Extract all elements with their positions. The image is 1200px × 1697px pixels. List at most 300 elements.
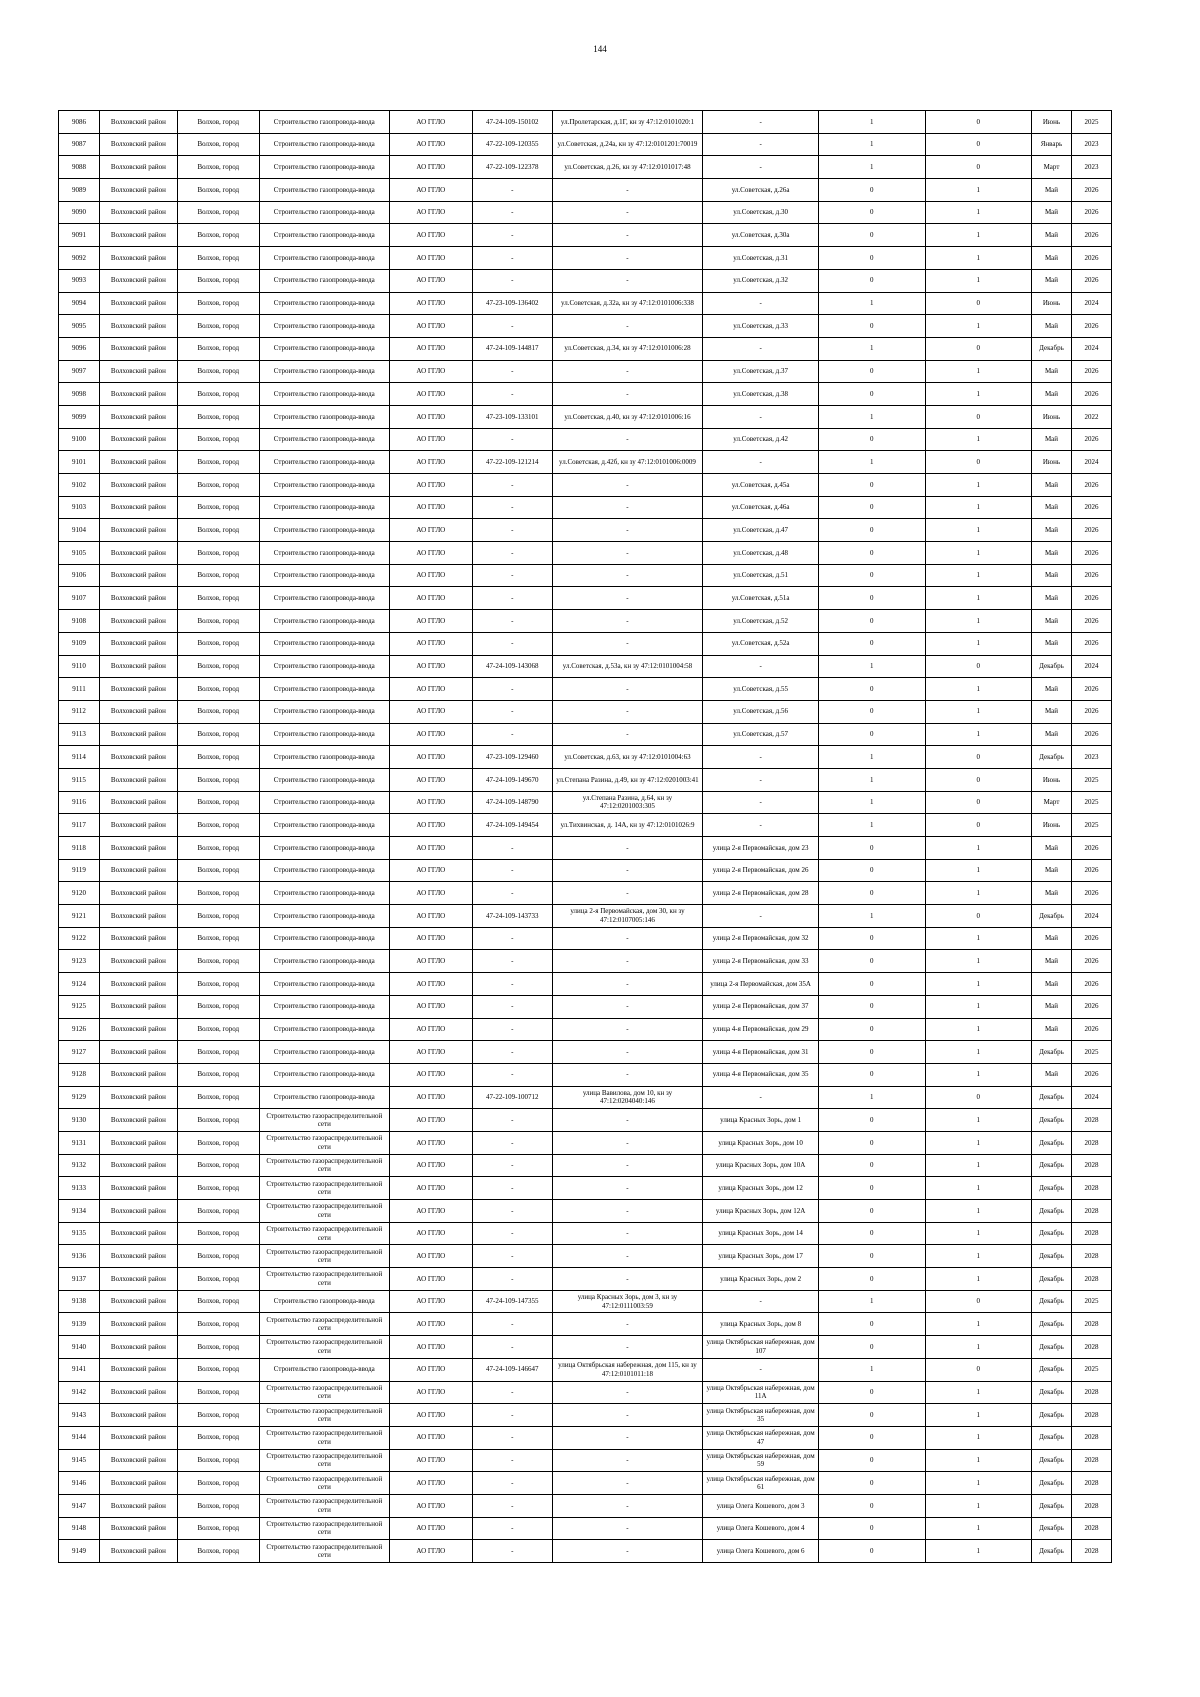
application-number-cell: 47-22-109-100712: [472, 1086, 552, 1109]
district-cell: Волховский район: [99, 1086, 177, 1109]
flag-b-cell: 0: [925, 111, 1032, 134]
cadastral-address-cell: -: [552, 1131, 703, 1154]
district-cell: Волховский район: [99, 247, 177, 270]
district-cell: Волховский район: [99, 133, 177, 156]
month-cell: Март: [1032, 791, 1072, 814]
organization-cell: АО ГГЛО: [389, 700, 472, 723]
application-number-cell: -: [472, 723, 552, 746]
cadastral-address-cell: -: [552, 519, 703, 542]
organization-cell: АО ГГЛО: [389, 383, 472, 406]
flag-b-cell: 1: [925, 360, 1032, 383]
address-cell: ул.Советская, д.57: [703, 723, 819, 746]
cadastral-address-cell: -: [552, 1404, 703, 1427]
table-row: [59, 474, 1112, 497]
flag-a-cell: 0: [818, 1131, 925, 1154]
row-number-cell: 9110: [59, 655, 100, 678]
address-cell: улица Октябрьская набережная, дом 59: [703, 1449, 819, 1472]
year-cell: 2026: [1071, 269, 1111, 292]
month-cell: Май: [1032, 519, 1072, 542]
row-number-cell: 9133: [59, 1177, 100, 1200]
flag-b-cell: 1: [925, 1517, 1032, 1540]
work-type-cell: Строительство газораспределительной сети: [259, 1404, 389, 1427]
settlement-cell: Волхов, город: [177, 1426, 259, 1449]
application-number-cell: -: [472, 1131, 552, 1154]
row-number-cell: 9132: [59, 1154, 100, 1177]
address-cell: -: [703, 1086, 819, 1109]
table-row: [59, 564, 1112, 587]
row-number-cell: 9100: [59, 428, 100, 451]
flag-a-cell: 0: [818, 723, 925, 746]
year-cell: 2026: [1071, 496, 1111, 519]
year-cell: 2026: [1071, 383, 1111, 406]
flag-b-cell: 1: [925, 837, 1032, 860]
address-cell: улица 2-я Первомайская, дом 33: [703, 950, 819, 973]
year-cell: 2028: [1071, 1540, 1111, 1563]
address-cell: -: [703, 814, 819, 837]
work-type-cell: Строительство газопровода-ввода: [259, 201, 389, 224]
row-number-cell: 9138: [59, 1290, 100, 1313]
flag-a-cell: 1: [818, 292, 925, 315]
flag-a-cell: 1: [818, 768, 925, 791]
flag-a-cell: 1: [818, 814, 925, 837]
application-number-cell: 47-24-109-149670: [472, 768, 552, 791]
work-type-cell: Строительство газораспределительной сети: [259, 1472, 389, 1495]
month-cell: Май: [1032, 496, 1072, 519]
work-type-cell: Строительство газопровода-ввода: [259, 927, 389, 950]
district-cell: Волховский район: [99, 1177, 177, 1200]
table-row: [59, 1381, 1112, 1404]
application-number-cell: -: [472, 610, 552, 633]
year-cell: 2023: [1071, 746, 1111, 769]
address-cell: -: [703, 405, 819, 428]
year-cell: 2028: [1071, 1381, 1111, 1404]
settlement-cell: Волхов, город: [177, 269, 259, 292]
application-number-cell: -: [472, 1449, 552, 1472]
district-cell: Волховский район: [99, 269, 177, 292]
work-type-cell: Строительство газопровода-ввода: [259, 156, 389, 179]
application-number-cell: -: [472, 700, 552, 723]
flag-b-cell: 1: [925, 1222, 1032, 1245]
application-number-cell: -: [472, 564, 552, 587]
month-cell: Март: [1032, 156, 1072, 179]
cadastral-address-cell: -: [552, 269, 703, 292]
address-cell: улица 2-я Первомайская, дом 37: [703, 995, 819, 1018]
work-type-cell: Строительство газораспределительной сети: [259, 1131, 389, 1154]
settlement-cell: Волхов, город: [177, 1313, 259, 1336]
organization-cell: АО ГГЛО: [389, 859, 472, 882]
flag-a-cell: 0: [818, 315, 925, 338]
month-cell: Декабрь: [1032, 655, 1072, 678]
month-cell: Май: [1032, 859, 1072, 882]
row-number-cell: 9105: [59, 542, 100, 565]
cadastral-address-cell: -: [552, 927, 703, 950]
flag-a-cell: 0: [818, 678, 925, 701]
flag-b-cell: 1: [925, 1381, 1032, 1404]
row-number-cell: 9116: [59, 791, 100, 814]
address-cell: ул.Советская, д.32: [703, 269, 819, 292]
address-cell: улица Октябрьская набережная, дом 11А: [703, 1381, 819, 1404]
month-cell: Май: [1032, 542, 1072, 565]
work-type-cell: Строительство газопровода-ввода: [259, 315, 389, 338]
flag-a-cell: 0: [818, 632, 925, 655]
flag-b-cell: 1: [925, 927, 1032, 950]
flag-a-cell: 1: [818, 655, 925, 678]
cadastral-address-cell: -: [552, 1177, 703, 1200]
district-cell: Волховский район: [99, 1449, 177, 1472]
flag-a-cell: 0: [818, 1540, 925, 1563]
application-number-cell: -: [472, 950, 552, 973]
month-cell: Июнь: [1032, 768, 1072, 791]
cadastral-address-cell: ул.Советская, д.63, кн зу 47:12:0101004:63: [552, 746, 703, 769]
flag-b-cell: 1: [925, 1404, 1032, 1427]
application-number-cell: -: [472, 1154, 552, 1177]
flag-a-cell: 0: [818, 1268, 925, 1291]
cadastral-address-cell: -: [552, 610, 703, 633]
district-cell: Волховский район: [99, 564, 177, 587]
work-type-cell: Строительство газораспределительной сети: [259, 1517, 389, 1540]
cadastral-address-cell: -: [552, 882, 703, 905]
table-row: [59, 610, 1112, 633]
flag-b-cell: 0: [925, 337, 1032, 360]
cadastral-address-cell: -: [552, 859, 703, 882]
settlement-cell: Волхов, город: [177, 519, 259, 542]
application-number-cell: -: [472, 383, 552, 406]
flag-b-cell: 1: [925, 950, 1032, 973]
flag-b-cell: 1: [925, 1200, 1032, 1223]
cadastral-address-cell: ул.Советская, д.40, кн зу 47:12:0101006:16: [552, 405, 703, 428]
flag-b-cell: 1: [925, 723, 1032, 746]
work-type-cell: Строительство газопровода-ввода: [259, 496, 389, 519]
cadastral-address-cell: -: [552, 995, 703, 1018]
table-row: [59, 791, 1112, 814]
table-row: [59, 292, 1112, 315]
organization-cell: АО ГГЛО: [389, 1358, 472, 1381]
cadastral-address-cell: -: [552, 1200, 703, 1223]
year-cell: 2028: [1071, 1336, 1111, 1359]
row-number-cell: 9093: [59, 269, 100, 292]
month-cell: Декабрь: [1032, 1109, 1072, 1132]
organization-cell: АО ГГЛО: [389, 224, 472, 247]
organization-cell: АО ГГЛО: [389, 360, 472, 383]
district-cell: Волховский район: [99, 1063, 177, 1086]
settlement-cell: Волхов, город: [177, 1086, 259, 1109]
application-number-cell: 47-24-109-143068: [472, 655, 552, 678]
district-cell: Волховский район: [99, 587, 177, 610]
row-number-cell: 9108: [59, 610, 100, 633]
work-type-cell: Строительство газопровода-ввода: [259, 360, 389, 383]
organization-cell: АО ГГЛО: [389, 1313, 472, 1336]
district-cell: Волховский район: [99, 995, 177, 1018]
settlement-cell: Волхов, город: [177, 201, 259, 224]
district-cell: Волховский район: [99, 1290, 177, 1313]
organization-cell: АО ГГЛО: [389, 519, 472, 542]
organization-cell: АО ГГЛО: [389, 496, 472, 519]
organization-cell: АО ГГЛО: [389, 1063, 472, 1086]
month-cell: Май: [1032, 610, 1072, 633]
row-number-cell: 9130: [59, 1109, 100, 1132]
district-cell: Волховский район: [99, 1018, 177, 1041]
table-row: [59, 814, 1112, 837]
month-cell: Май: [1032, 973, 1072, 996]
year-cell: 2024: [1071, 337, 1111, 360]
address-cell: улица Октябрьская набережная, дом 47: [703, 1426, 819, 1449]
address-cell: -: [703, 1358, 819, 1381]
flag-b-cell: 0: [925, 746, 1032, 769]
flag-b-cell: 1: [925, 1063, 1032, 1086]
year-cell: 2028: [1071, 1313, 1111, 1336]
month-cell: Декабрь: [1032, 1449, 1072, 1472]
row-number-cell: 9148: [59, 1517, 100, 1540]
settlement-cell: Волхов, город: [177, 111, 259, 134]
application-number-cell: -: [472, 587, 552, 610]
address-cell: улица Красных Зорь, дом 2: [703, 1268, 819, 1291]
flag-b-cell: 1: [925, 1018, 1032, 1041]
month-cell: Май: [1032, 564, 1072, 587]
row-number-cell: 9139: [59, 1313, 100, 1336]
organization-cell: АО ГГЛО: [389, 201, 472, 224]
year-cell: 2026: [1071, 587, 1111, 610]
month-cell: Май: [1032, 995, 1072, 1018]
year-cell: 2026: [1071, 973, 1111, 996]
settlement-cell: Волхов, город: [177, 678, 259, 701]
address-cell: улица Олега Кошевого, дом 3: [703, 1494, 819, 1517]
application-number-cell: 47-24-109-144817: [472, 337, 552, 360]
organization-cell: АО ГГЛО: [389, 1336, 472, 1359]
district-cell: Волховский район: [99, 1517, 177, 1540]
flag-a-cell: 1: [818, 1358, 925, 1381]
organization-cell: АО ГГЛО: [389, 610, 472, 633]
year-cell: 2028: [1071, 1177, 1111, 1200]
year-cell: 2026: [1071, 859, 1111, 882]
month-cell: Май: [1032, 927, 1072, 950]
table-row: [59, 700, 1112, 723]
flag-b-cell: 0: [925, 791, 1032, 814]
year-cell: 2024: [1071, 655, 1111, 678]
work-type-cell: Строительство газораспределительной сети: [259, 1313, 389, 1336]
settlement-cell: Волхов, город: [177, 1336, 259, 1359]
work-type-cell: Строительство газопровода-ввода: [259, 882, 389, 905]
application-number-cell: -: [472, 1109, 552, 1132]
month-cell: Декабрь: [1032, 1494, 1072, 1517]
settlement-cell: Волхов, город: [177, 1154, 259, 1177]
month-cell: Декабрь: [1032, 1404, 1072, 1427]
district-cell: Волховский район: [99, 973, 177, 996]
table-row: [59, 224, 1112, 247]
month-cell: Январь: [1032, 133, 1072, 156]
month-cell: Июнь: [1032, 451, 1072, 474]
application-number-cell: -: [472, 1404, 552, 1427]
application-number-cell: 47-24-109-147355: [472, 1290, 552, 1313]
flag-a-cell: 0: [818, 1426, 925, 1449]
cadastral-address-cell: ул.Пролетарская, д.1Г, кн зу 47:12:0101020:1: [552, 111, 703, 134]
row-number-cell: 9111: [59, 678, 100, 701]
month-cell: Май: [1032, 700, 1072, 723]
flag-b-cell: 1: [925, 1540, 1032, 1563]
settlement-cell: Волхов, город: [177, 1449, 259, 1472]
year-cell: 2026: [1071, 610, 1111, 633]
flag-a-cell: 0: [818, 1313, 925, 1336]
table-row: [59, 111, 1112, 134]
flag-a-cell: 1: [818, 405, 925, 428]
organization-cell: АО ГГЛО: [389, 1381, 472, 1404]
row-number-cell: 9122: [59, 927, 100, 950]
organization-cell: АО ГГЛО: [389, 995, 472, 1018]
flag-b-cell: 1: [925, 1472, 1032, 1495]
table-row: [59, 1086, 1112, 1109]
row-number-cell: 9097: [59, 360, 100, 383]
work-type-cell: Строительство газопровода-ввода: [259, 519, 389, 542]
month-cell: Декабрь: [1032, 1313, 1072, 1336]
district-cell: Волховский район: [99, 156, 177, 179]
settlement-cell: Волхов, город: [177, 927, 259, 950]
application-number-cell: -: [472, 973, 552, 996]
cadastral-address-cell: ул.Степана Разина, д.64, кн зу 47:12:0201003:305: [552, 791, 703, 814]
row-number-cell: 9125: [59, 995, 100, 1018]
table-row: [59, 950, 1112, 973]
application-number-cell: -: [472, 247, 552, 270]
work-type-cell: Строительство газораспределительной сети: [259, 1222, 389, 1245]
district-cell: Волховский район: [99, 1245, 177, 1268]
district-cell: Волховский район: [99, 542, 177, 565]
flag-b-cell: 0: [925, 451, 1032, 474]
table-row: [59, 1290, 1112, 1313]
row-number-cell: 9145: [59, 1449, 100, 1472]
row-number-cell: 9146: [59, 1472, 100, 1495]
address-cell: ул.Советская, д.30: [703, 201, 819, 224]
flag-a-cell: 0: [818, 837, 925, 860]
application-number-cell: -: [472, 927, 552, 950]
address-cell: улица 2-я Первомайская, дом 23: [703, 837, 819, 860]
settlement-cell: Волхов, город: [177, 1290, 259, 1313]
application-number-cell: -: [472, 1472, 552, 1495]
application-number-cell: -: [472, 315, 552, 338]
flag-a-cell: 1: [818, 791, 925, 814]
year-cell: 2028: [1071, 1494, 1111, 1517]
cadastral-address-cell: -: [552, 1494, 703, 1517]
cadastral-address-cell: -: [552, 1063, 703, 1086]
application-number-cell: -: [472, 1381, 552, 1404]
application-number-cell: -: [472, 1018, 552, 1041]
month-cell: Июнь: [1032, 814, 1072, 837]
table-row: [59, 405, 1112, 428]
organization-cell: АО ГГЛО: [389, 791, 472, 814]
row-number-cell: 9106: [59, 564, 100, 587]
organization-cell: АО ГГЛО: [389, 1540, 472, 1563]
district-cell: Волховский район: [99, 1154, 177, 1177]
month-cell: Май: [1032, 224, 1072, 247]
address-cell: улица Красных Зорь, дом 17: [703, 1245, 819, 1268]
district-cell: Волховский район: [99, 1358, 177, 1381]
address-cell: ул.Советская, д.37: [703, 360, 819, 383]
year-cell: 2025: [1071, 791, 1111, 814]
year-cell: 2024: [1071, 451, 1111, 474]
settlement-cell: Волхов, город: [177, 1200, 259, 1223]
row-number-cell: 9095: [59, 315, 100, 338]
flag-b-cell: 1: [925, 859, 1032, 882]
row-number-cell: 9090: [59, 201, 100, 224]
district-cell: Волховский район: [99, 451, 177, 474]
work-type-cell: Строительство газопровода-ввода: [259, 905, 389, 928]
settlement-cell: Волхов, город: [177, 1222, 259, 1245]
organization-cell: АО ГГЛО: [389, 564, 472, 587]
application-number-cell: 47-24-109-148790: [472, 791, 552, 814]
address-cell: ул.Советская, д.33: [703, 315, 819, 338]
flag-a-cell: 0: [818, 1109, 925, 1132]
flag-a-cell: 1: [818, 1086, 925, 1109]
flag-a-cell: 0: [818, 269, 925, 292]
address-cell: улица 4-я Первомайская, дом 35: [703, 1063, 819, 1086]
settlement-cell: Волхов, город: [177, 292, 259, 315]
district-cell: Волховский район: [99, 882, 177, 905]
row-number-cell: 9142: [59, 1381, 100, 1404]
settlement-cell: Волхов, город: [177, 496, 259, 519]
flag-b-cell: 0: [925, 1358, 1032, 1381]
district-cell: Волховский район: [99, 950, 177, 973]
district-cell: Волховский район: [99, 1540, 177, 1563]
address-cell: улица 2-я Первомайская, дом 26: [703, 859, 819, 882]
cadastral-address-cell: -: [552, 224, 703, 247]
month-cell: Декабрь: [1032, 1472, 1072, 1495]
work-type-cell: Строительство газопровода-ввода: [259, 723, 389, 746]
work-type-cell: Строительство газораспределительной сети: [259, 1268, 389, 1291]
row-number-cell: 9117: [59, 814, 100, 837]
work-type-cell: Строительство газопровода-ввода: [259, 950, 389, 973]
cadastral-address-cell: -: [552, 179, 703, 202]
row-number-cell: 9121: [59, 905, 100, 928]
flag-a-cell: 0: [818, 1245, 925, 1268]
work-type-cell: Строительство газораспределительной сети: [259, 1336, 389, 1359]
address-cell: -: [703, 655, 819, 678]
work-type-cell: Строительство газопровода-ввода: [259, 859, 389, 882]
settlement-cell: Волхов, город: [177, 791, 259, 814]
table-row: [59, 1336, 1112, 1359]
cadastral-address-cell: ул.Советская, д.34, кн зу 47:12:0101006:28: [552, 337, 703, 360]
cadastral-address-cell: -: [552, 723, 703, 746]
row-number-cell: 9118: [59, 837, 100, 860]
application-number-cell: -: [472, 678, 552, 701]
table-row: [59, 1018, 1112, 1041]
organization-cell: АО ГГЛО: [389, 111, 472, 134]
month-cell: Декабрь: [1032, 337, 1072, 360]
table-row: [59, 1358, 1112, 1381]
address-cell: -: [703, 1290, 819, 1313]
flag-b-cell: 1: [925, 542, 1032, 565]
year-cell: 2026: [1071, 564, 1111, 587]
month-cell: Декабрь: [1032, 1131, 1072, 1154]
table-row: [59, 1109, 1112, 1132]
work-type-cell: Строительство газопровода-ввода: [259, 564, 389, 587]
table-row: [59, 927, 1112, 950]
application-number-cell: -: [472, 1222, 552, 1245]
month-cell: Декабрь: [1032, 1222, 1072, 1245]
application-number-cell: -: [472, 1313, 552, 1336]
district-cell: Волховский район: [99, 723, 177, 746]
work-type-cell: Строительство газопровода-ввода: [259, 474, 389, 497]
settlement-cell: Волхов, город: [177, 451, 259, 474]
district-cell: Волховский район: [99, 791, 177, 814]
table-row: [59, 1404, 1112, 1427]
application-number-cell: -: [472, 1268, 552, 1291]
year-cell: 2025: [1071, 1290, 1111, 1313]
settlement-cell: Волхов, город: [177, 337, 259, 360]
application-number-cell: -: [472, 269, 552, 292]
row-number-cell: 9126: [59, 1018, 100, 1041]
table-row: [59, 1449, 1112, 1472]
flag-b-cell: 0: [925, 1290, 1032, 1313]
row-number-cell: 9112: [59, 700, 100, 723]
organization-cell: АО ГГЛО: [389, 1404, 472, 1427]
row-number-cell: 9094: [59, 292, 100, 315]
